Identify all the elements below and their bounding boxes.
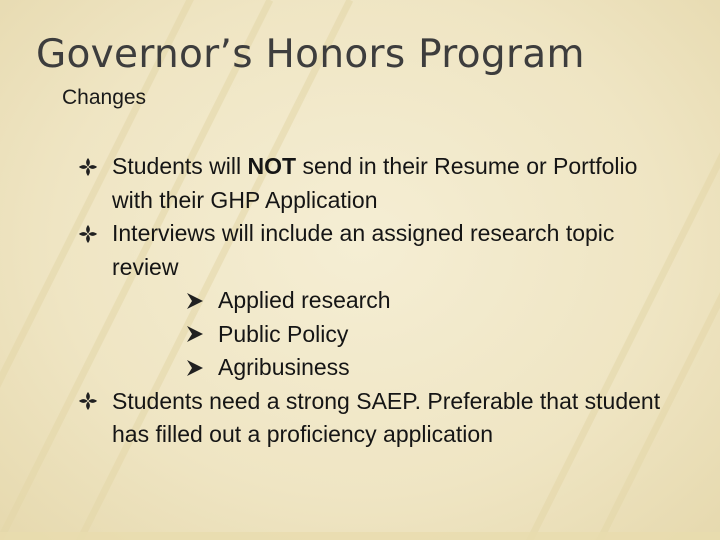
sub-bullet-item xyxy=(186,318,678,352)
bullet-text-emphasis: NOT xyxy=(247,153,297,179)
bullet-text xyxy=(112,150,678,217)
diamond-bullet-icon xyxy=(78,217,112,251)
slide-subtitle: Changes xyxy=(62,86,147,109)
bullet-text-end: send in their Resume or Portfolio with their GHP Application xyxy=(112,153,638,213)
diamond-bullet-icon xyxy=(78,150,112,184)
bullet-text: Interviews will include an assigned research topic review xyxy=(112,220,615,280)
arrow-bullet-icon xyxy=(186,318,218,352)
sub-bullet-list xyxy=(78,284,678,385)
bullet-list xyxy=(78,150,678,452)
bullet-item xyxy=(78,150,678,217)
bullet-item xyxy=(78,385,678,452)
sub-bullet-group xyxy=(78,284,678,385)
bullet-text-start: Students will xyxy=(112,153,248,179)
arrow-bullet-icon xyxy=(186,351,218,385)
slide-title: Governor’s Honors Program xyxy=(36,32,585,77)
diamond-bullet-icon xyxy=(78,385,112,419)
bullet-item xyxy=(78,217,678,284)
sub-bullet-text: Agribusiness xyxy=(218,354,350,380)
sub-bullet-text: Public Policy xyxy=(218,320,349,347)
sub-bullet-text: Applied research xyxy=(218,287,391,313)
bullet-text: Students need a strong SAEP. Preferable that student has filled out a proficiency application xyxy=(112,387,661,447)
arrow-bullet-icon xyxy=(186,284,218,318)
sub-bullet-item xyxy=(186,284,678,318)
sub-bullet-item xyxy=(186,351,678,385)
